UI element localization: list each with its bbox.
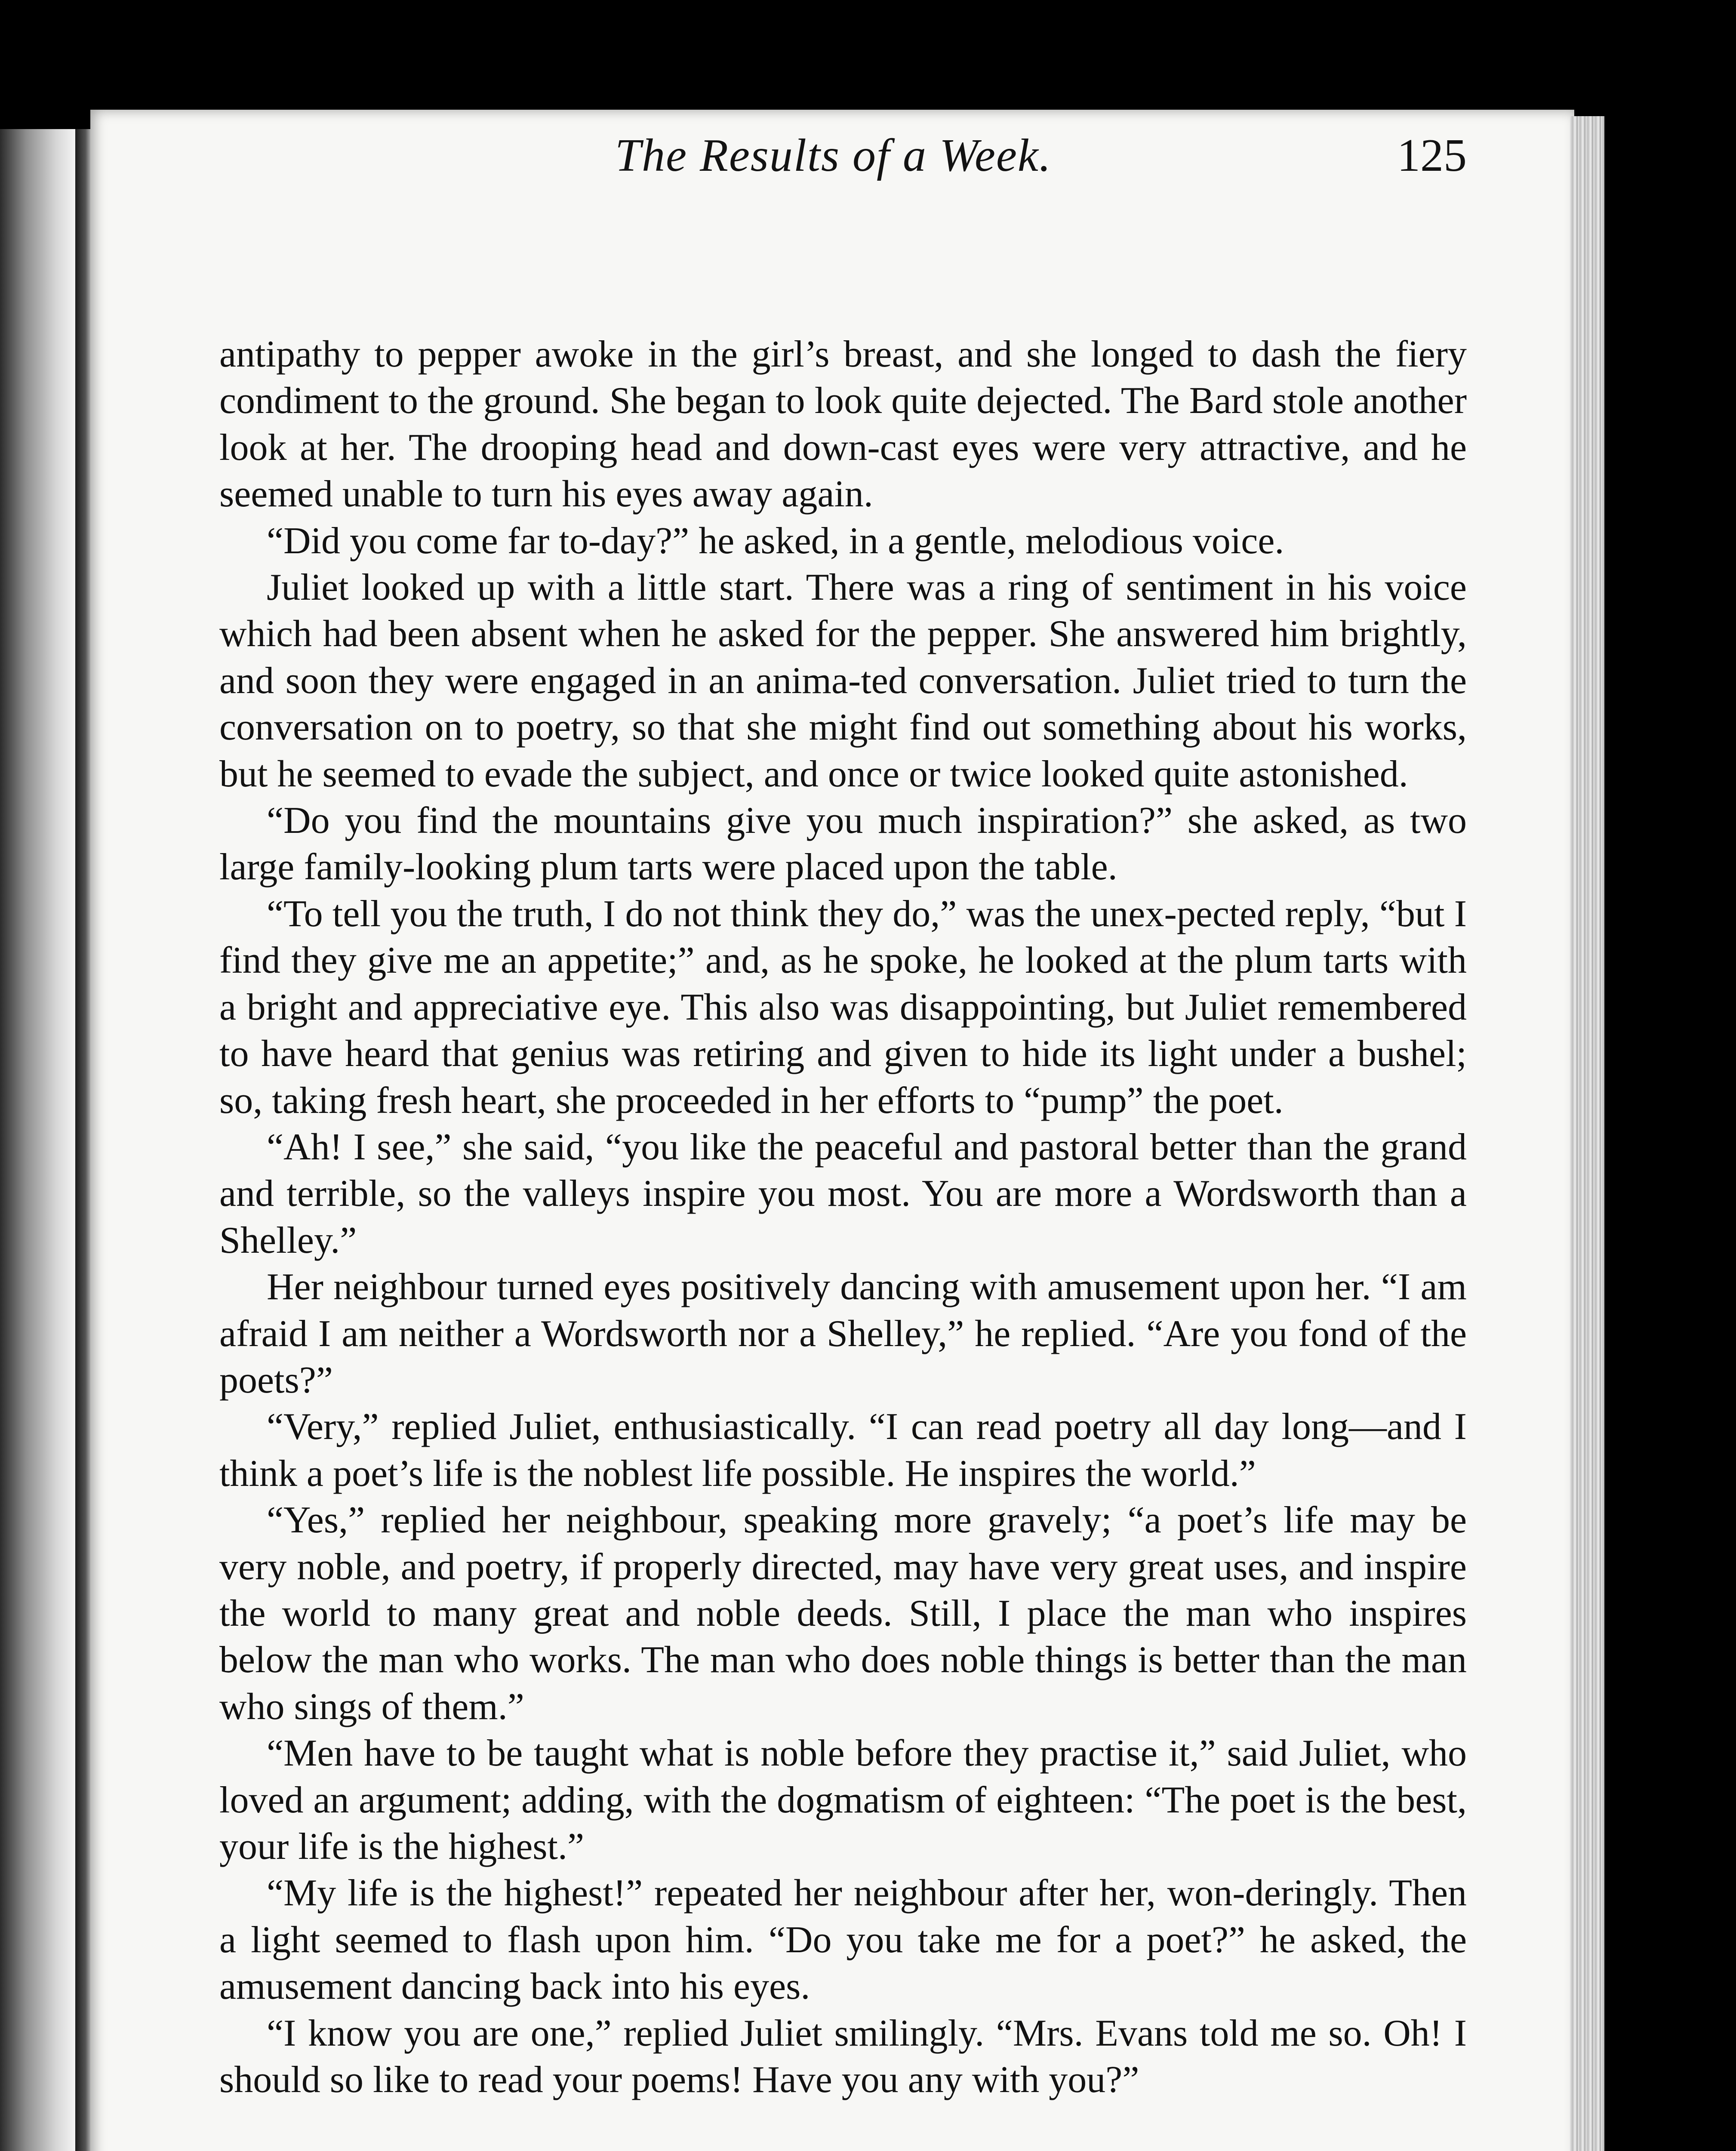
paragraph: “Very,” replied Juliet, enthusiastically. “I can read poetry all day long—and I think a poet’s life is the noblest life possible. He inspires the world.” [219,1406,1467,1495]
body-text [219,331,1467,2103]
book-gutter [75,129,92,2151]
paragraph: “Men have to be taught what is noble before they practise it,” said Juliet, who loved an argument; adding, with the dogmatism of eighteen: “The poet is the best, your life is the highest.” [219,1732,1467,1867]
running-title: The Results of a Week. [615,130,1052,181]
paragraph: “Yes,” replied her neighbour, speaking more gravely; “a poet’s life may be very noble, and poetry, if properly directed, may have very great uses, and inspire the world to many great and noble deeds. Still, I place the man who inspires below the man who works. The man who does noble things is better than the man who sings of them.” [219,1499,1467,1728]
paragraph: “Did you come far to-day?” he asked, in a gentle, melodious voice. [267,520,1284,562]
page-number: 125 [1397,130,1467,181]
page-header [133,129,1467,198]
paragraph: “Ah! I see,” she said, “you like the peaceful and pastoral better than the grand and terrible, so the valleys inspire you most. You are more a Wordsworth than a Shelley.” [219,1126,1467,1261]
paragraph: antipathy to pepper awoke in the girl’s breast, and she longed to dash the fiery condiment to the ground. She began to look quite dejected. The Bard stole another look at her. The drooping head and down-cast eyes were very attractive, and he seemed unable to turn his eyes away again. [219,333,1467,515]
page-stack-edge [1570,116,1604,2151]
paragraph: “To tell you the truth, I do not think they do,” was the unex-pected reply, “but I find they give me an appetite;” and, as he spoke, he looked at the plum tarts with a bright and appreciative eye. This also was disappointing, but Juliet remembered to have heard that genius was retiring and given to hide its light under a bushel; so, taking fresh heart, she proceeded in her efforts to “pump” the poet. [219,893,1467,1122]
paragraph: “My life is the highest!” repeated her neighbour after her, won-deringly. Then a light seemed to flash upon him. “Do you take me for a poet?” he asked, the amusement dancing back into his eyes. [219,1872,1467,2008]
paragraph: “Do you find the mountains give you much inspiration?” she asked, as two large family-looking plum tarts were placed upon the table. [219,800,1467,888]
paragraph: “I know you are one,” replied Juliet smilingly. “Mrs. Evans told me so. Oh! I should so like to read your poems! Have you any with you?” [219,2012,1467,2101]
paragraph: Her neighbour turned eyes positively dancing with amusement upon her. “I am afraid I am neither a Wordsworth nor a Shelley,” he replied. “Are you fond of the poets?” [219,1266,1467,1401]
paragraph: Juliet looked up with a little start. There was a ring of sentiment in his voice which had been absent when he asked for the pepper. She answered him brightly, and soon they were engaged in an anima-ted conversation. Juliet tried to turn the conversation on to poetry, so that she might find out something about his works, but he seemed to evade the subject, and once or twice looked quite astonished. [219,567,1467,795]
previous-page-edge [0,129,75,2151]
